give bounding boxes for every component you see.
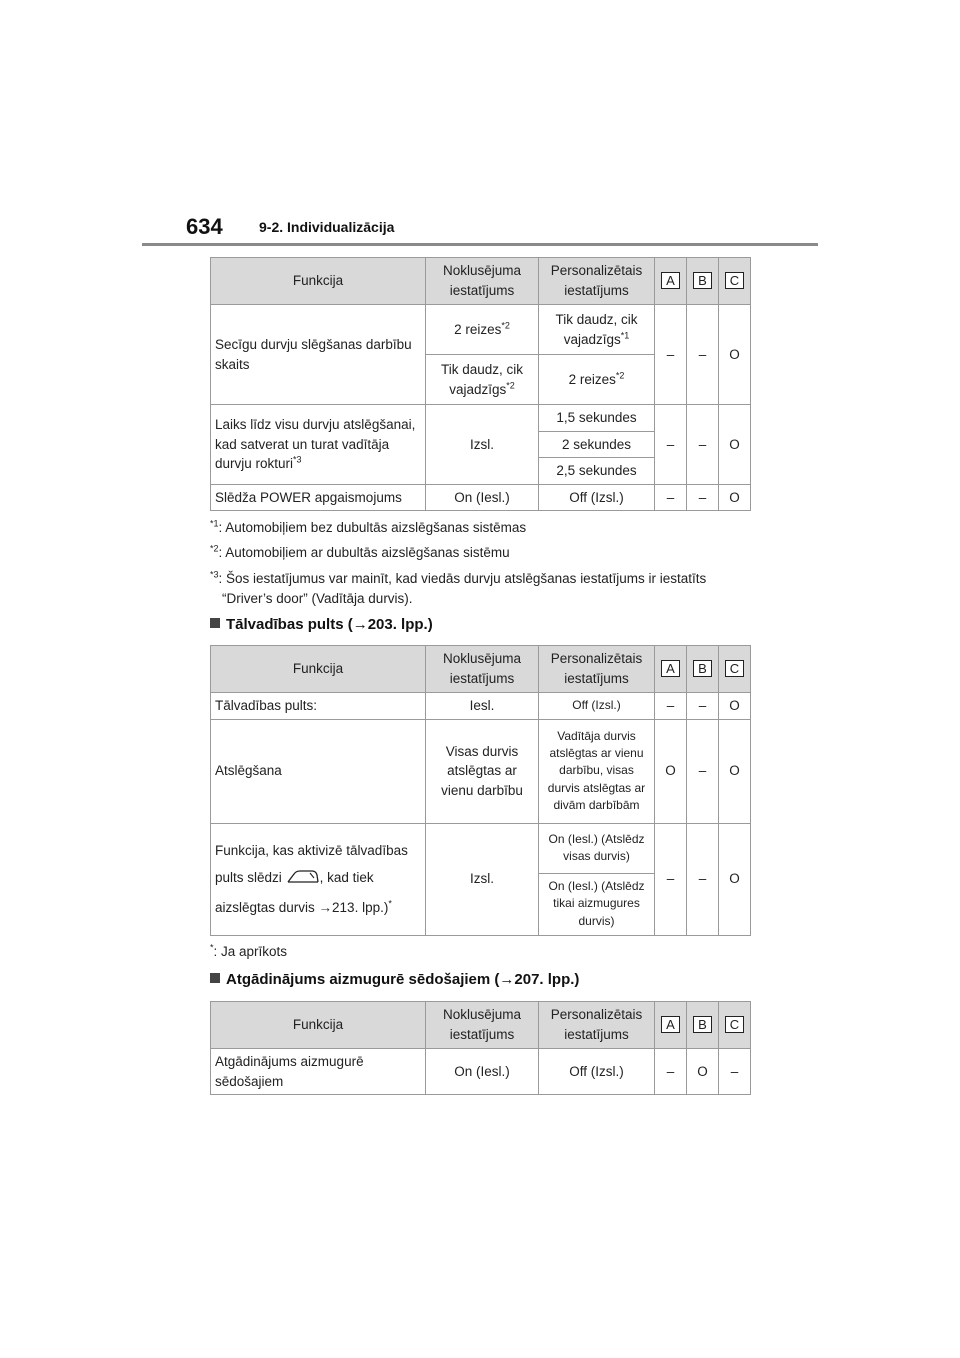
default-cell: Izsl.	[426, 405, 539, 485]
header-function: Funkcija	[211, 258, 426, 305]
footnotes	[210, 518, 706, 609]
header-a	[655, 258, 687, 305]
letter-b-box: B	[693, 272, 712, 289]
custom-cell: 2 sekundes	[539, 431, 655, 458]
col-b-cell: –	[687, 305, 719, 405]
default-cell: Izsl.	[426, 823, 539, 935]
default-cell: On (Iesl.)	[426, 1049, 539, 1095]
table-row	[211, 484, 751, 511]
footnote-mark: *3	[293, 454, 302, 465]
trunk-remote-icon	[286, 867, 320, 894]
footnote-text-cont: “Driver’s door” (Vadītāja durvis).	[222, 590, 413, 606]
header-b	[687, 1002, 719, 1049]
custom-cell: Vadītāja durvis atslēgtas ar vienu darbību, visas durvis atslēgtas ar divām darbībām	[539, 719, 655, 823]
function-cell	[211, 405, 426, 485]
header-default: Noklusējuma iestatījums	[426, 1002, 539, 1049]
header-function: Funkcija	[211, 646, 426, 693]
table-row	[211, 1049, 751, 1095]
col-c-cell: O	[719, 823, 751, 935]
page-number: 634	[186, 214, 223, 239]
custom-cell: Off (Izsl.)	[539, 693, 655, 720]
col-c-cell: O	[719, 719, 751, 823]
letter-c-box: C	[725, 660, 744, 677]
section-heading-text: Atgādinājums aizmugurē sēdošajiem (→207. lpp.)	[226, 971, 580, 988]
settings-table-remote	[210, 645, 751, 936]
table-header-row	[211, 646, 751, 693]
table-row	[211, 719, 751, 823]
col-b-cell: –	[687, 719, 719, 823]
function-cell: Atgādinājums aizmugurē sēdošajiem	[211, 1049, 426, 1095]
table-header-row	[211, 258, 751, 305]
col-a-cell: –	[655, 1049, 687, 1095]
footnote-mark: *1	[210, 518, 219, 529]
header-a	[655, 1002, 687, 1049]
letter-c-box: C	[725, 272, 744, 289]
table-row	[211, 305, 751, 355]
header-c	[719, 646, 751, 693]
col-c-cell: O	[719, 405, 751, 485]
col-a-cell: O	[655, 719, 687, 823]
col-c-cell: O	[719, 484, 751, 511]
custom-cell	[539, 305, 655, 355]
default-cell	[426, 305, 539, 355]
section-title: 9-2. Individualizācija	[259, 219, 395, 235]
function-cell: Tālvadības pults:	[211, 693, 426, 720]
footnote-text: : Šos iestatījumus var mainīt, kad viedās durvju atslēgšanas iestatījums ir iestatīts	[218, 570, 707, 586]
default-cell	[426, 355, 539, 405]
footnote-mark: *	[210, 942, 214, 953]
custom-value: Tik daudz, cik vajadzīgs	[555, 311, 638, 347]
table-header-row	[211, 1002, 751, 1049]
letter-a-box: A	[661, 1016, 680, 1033]
col-b-cell: –	[687, 405, 719, 485]
footnote-mark: *3	[210, 569, 219, 579]
default-value: Tik daudz, cik vajadzīgs	[440, 361, 524, 397]
col-b-cell: –	[687, 693, 719, 720]
square-bullet-icon	[210, 973, 220, 983]
footnote-mark: *2	[501, 320, 510, 331]
col-b-cell: –	[687, 484, 719, 511]
letter-b-box: B	[693, 1016, 712, 1033]
col-a-cell: –	[655, 305, 687, 405]
custom-cell	[539, 355, 655, 405]
footnote-text: : Automobiļiem bez dubultās aizslēgšanas sistēmas	[218, 520, 527, 535]
square-bullet-icon	[210, 618, 220, 628]
section-heading-text: Tālvadības pults (→203. lpp.)	[226, 616, 433, 633]
function-text: Laiks līdz visu durvju atslēgšanai, kad satverat un turat vadītāja durvju rokturi	[215, 417, 416, 472]
col-a-cell: –	[655, 693, 687, 720]
col-a-cell: –	[655, 405, 687, 485]
custom-cell: On (Iesl.) (Atslēdz tikai aizmugures durvis)	[539, 873, 655, 935]
header-b	[687, 258, 719, 305]
col-a-cell: –	[655, 484, 687, 511]
footnote-mark: *2	[615, 370, 625, 381]
custom-cell: Off (Izsl.)	[539, 484, 655, 511]
letter-c-box: C	[725, 1016, 744, 1033]
footnote-2	[210, 543, 706, 563]
function-cell: Slēdža POWER apgaismojums	[211, 484, 426, 511]
section-heading-remote	[210, 616, 433, 633]
footnote-3	[210, 569, 706, 610]
header-custom: Personalizētais iestatījums	[539, 1002, 655, 1049]
col-c-cell: O	[719, 693, 751, 720]
letter-b-box: B	[693, 660, 712, 677]
function-text: Funkcija, kas aktivizē tālvadības pults slēdzi	[215, 843, 408, 886]
col-b-cell: –	[687, 823, 719, 935]
footnote-mark: *	[388, 898, 392, 909]
letter-a-box: A	[661, 272, 680, 289]
footnote-text: : Automobiļiem ar dubultās aizslēgšanas sistēmu	[218, 545, 510, 561]
col-a-cell: –	[655, 823, 687, 935]
col-c-cell: –	[719, 1049, 751, 1095]
footnote-mark: *2	[506, 380, 515, 390]
settings-table-rear-seat	[210, 1001, 751, 1095]
header-default: Noklusējuma iestatījums	[426, 258, 539, 305]
col-b-cell: O	[687, 1049, 719, 1095]
custom-cell: On (Iesl.) (Atslēdz visas durvis)	[539, 823, 655, 873]
table-row	[211, 693, 751, 720]
settings-table-doors	[210, 257, 751, 511]
function-cell: Atslēgšana	[211, 719, 426, 823]
header-b	[687, 646, 719, 693]
header-c	[719, 258, 751, 305]
header-default: Noklusējuma iestatījums	[426, 646, 539, 693]
custom-cell: 2,5 sekundes	[539, 458, 655, 485]
header-divider	[142, 243, 818, 246]
default-cell: Iesl.	[426, 693, 539, 720]
footnote-mark: *1	[620, 330, 630, 340]
header-function: Funkcija	[211, 1002, 426, 1049]
table-row	[211, 405, 751, 432]
function-cell	[211, 823, 426, 935]
custom-cell: 1,5 sekundes	[539, 405, 655, 432]
default-cell: On (Iesl.)	[426, 484, 539, 511]
col-c-cell: O	[719, 305, 751, 405]
function-text: , kad tiek aizslēgtas durvis →213. lpp.)	[215, 870, 389, 916]
header-a	[655, 646, 687, 693]
header-custom: Personalizētais iestatījums	[539, 258, 655, 305]
header-custom: Personalizētais iestatījums	[539, 646, 655, 693]
footnote-mark: *2	[210, 543, 219, 554]
custom-value: 2 reizes	[568, 371, 616, 387]
table-row	[211, 823, 751, 873]
header-c	[719, 1002, 751, 1049]
custom-cell: Off (Izsl.)	[539, 1049, 655, 1095]
letter-a-box: A	[661, 660, 680, 677]
section-heading-rear-seat	[210, 971, 579, 988]
footnote-1	[210, 518, 706, 538]
function-cell: Secīgu durvju slēgšanas darbību skaits	[211, 305, 426, 405]
footnote-equipped	[210, 942, 287, 962]
default-value: 2 reizes	[454, 321, 502, 337]
default-cell: Visas durvis atslēgtas ar vienu darbību	[426, 719, 539, 823]
footnote-text: : Ja aprīkots	[213, 944, 288, 959]
